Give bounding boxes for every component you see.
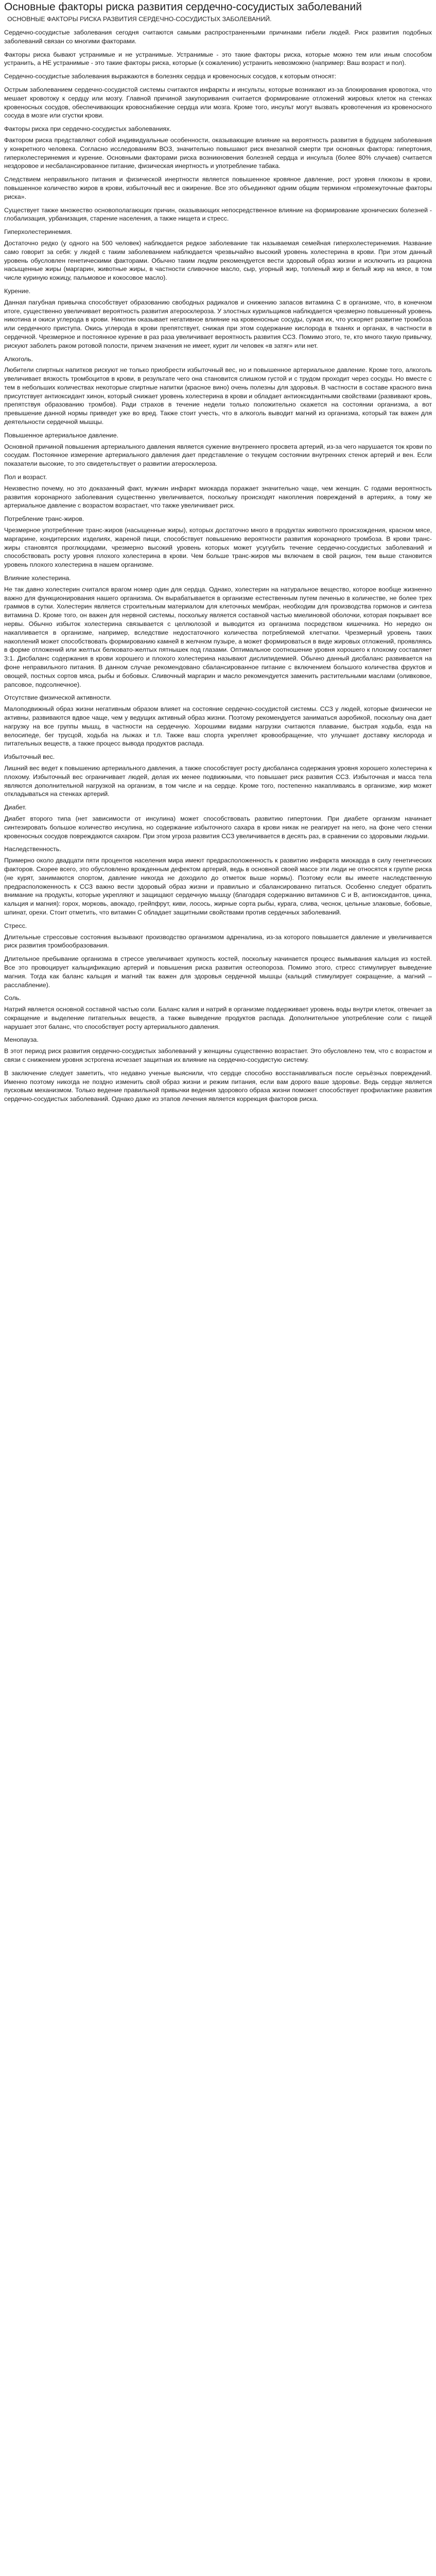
- section-heading: Алкоголь.: [4, 355, 33, 363]
- paragraph: Фактором риска представляют собой индивидуальные особенности, оказывающие влияние на вероятность развития в будущем заболевания у конкретного человека. Согласно исследованиям ВОЗ, значительно повышают риск внезапной смерти три основных фактора: гипертония, гиперхолестеринемия и курение. Основными факторами риска возникновения болезней сердца и инсульта (более 80% случаев) считается нездоровое и несбалансированное питание, физическая инертность и употребление табака.: [4, 136, 432, 170]
- paragraph: Длительные стрессовые состояния вызывают производство организмом адреналина, из-за которого повышается давление и увеличивается риск развития тромбообразования.: [4, 933, 432, 950]
- section-heading: Отсутствие физической активности.: [4, 694, 112, 702]
- paragraph: Основной причиной повышения артериального давления является сужение внутреннего просвета артерий, из-за чего нарушается ток крови по сосудам. Постоянное измерение артериального давления дает представление о текущем состоянии внутренних стенок артерий и вен. Если показатели высокие, то это свидетельствует о развитии атеросклероза.: [4, 443, 432, 468]
- paragraph: Неизвестно почему, но это доказанный факт, мужчин инфаркт миокарда поражает значительно чаще, чем женщин. С годами вероятность развития коронарного заболевания существенно увеличивается, поскольку происходят накопления повреждений в артериях, а тому же артериальное давление с возрастом возрастает, что также увеличивает риск.: [4, 484, 432, 510]
- section-heading: Наследственность.: [4, 845, 61, 853]
- paragraph: Чрезмерное употребление транс-жиров (насыщенные жиры), которых достаточно много в продуктах животного происхождения, красном мясе, маргарине, кондитерских изделиях, жареной пищи, способствует повышению вероятности развития коронарного тромбоза. В крови транс-жиры становятся проглюцидами, чрезмерно высокий уровень которых может усугубить течение сердечно-сосудистых заболеваний и способствовать росту уровня плохого холестерина в крови. Чем больше транс-жиров мы включаем в свой рацион, тем выше становится уровень плохого холестерина в нашем организме.: [4, 527, 432, 569]
- article-subtitle: ОСНОВНЫЕ ФАКТОРЫ РИСКА РАЗВИТИЯ СЕРДЕЧНО-СОСУДИСТЫХ ЗАБОЛЕВАНИЙ.: [7, 15, 272, 23]
- paragraph: Достаточно редко (у одного на 500 человек) наблюдается редкое заболевание так называемая семейная гиперхолестеринемия. Название само говорит за себя: у людей с таким заболеванием наблюдается чрезвычайно высокий уровень холестерина в крови. При этом данный уровень обусловлен генетическими факторами. Обычно таким людям рекомендуется вести здоровый образ жизни и исключить из рациона насыщенные жиры (маргарин, животные жиры, в частности сливочное масло, сыр, угорный жир, топленый жир и белый жир на мясе, в том числе куриную кожицу, пальмовое и кокосовое масло).: [4, 239, 432, 282]
- paragraph: Малоподвижный образ жизни негативным образом влияет на состояние сердечно-сосудистой системы. ССЗ у людей, которые физически не активны, развиваются вдвое чаще, чем у ведущих активный образ жизни. Поэтому рекомендуется заниматься аэробикой, поскольку она дает нагрузку на все группы мышц, в частности на сердечную. Хорошими видами нагрузки считаются плавание, быстрая ходьба, езда на велосипеде, бег трусцой, ходьба на лыжах и т.п. Также ваш спорта укрепляет кровообращение, что улучшает доставку кислорода и питательных веществ, а также процесс вывода продуктов распада.: [4, 705, 432, 748]
- paragraph: Лишний вес ведет к повышению артериального давления, а также способствует росту дисбаланса содержания уровня хорошего холестерина к плохому. Избыточный вес ограничивает людей, делая их менее подвижными, что повышает риск развития ССЗ. Избыточная и масса тела являются дополнительной нагрузкой на организм, в том числе и на сердце. Кроме того, постепенно накапливаясь в организме, жир может откладываться на стенках артерий.: [4, 764, 432, 798]
- paragraph: Данная пагубная привычка способствует образованию свободных радикалов и снижению запасов витамина С в организме, что, в конечном итоге, существенно увеличивает вероятность развития атеросклероза. У злостных курильщиков наблюдается чрезмерно повышенный уровень никотина и окиси углерода в крови. Никотин оказывает негативное влияние на кровеносные сосуды, сужая их, что ускоряет развитие тромбоза или сердечного приступа. Окись углерода в крови препятствует, снижая при этом содержание кислорода в тканях и органах, в частности в сердечной. Чрезмерное и постоянное курение в раз раза увеличивает вероятность развития ССЗ. Помимо этого, те, кто много такую привычку, рискуют заболеть раком ротовой полости, причем значения не имеет, курит ли человек «в затяг» или нет.: [4, 298, 432, 349]
- paragraph: Сердечно-сосудистые заболевания сегодня считаются самыми распространенными причинами гибели людей. Риск развития подобных заболеваний связан со многими факторами.: [4, 29, 432, 45]
- paragraph: Длительное пребывание организма в стрессе увеличивает хрупкость костей, поскольку начинается процесс вымывания кальция из костей. Все это провоцирует кальцификацию артерий и повышения риска развития остеопороза. Помимо этого, стресс стимулирует выведение магния. Тогда как баланс кальция и магний так важен для здоровья сердечной мышцы (кальций стимулирует сокращение, а магний – расслабление).: [4, 955, 432, 989]
- section-heading: Соль.: [4, 994, 21, 1002]
- section-heading: Факторы риска при сердечно-сосудистых заболеваниях.: [4, 125, 171, 133]
- paragraph: Любители спиртных напитков рискуют не только приобрести избыточный вес, но и повышенное артериальное давление. Кроме того, алкоголь увеличивает вязкость тромбоцитов в крови, в результате чего она становится слишком густой и с трудом проходит через сосуды. Но вместе с тем в небольших количествах некоторые спиртные напитки (красное вино) очень полезны для здоровья. В частности в составе красного вина присутствует антиоксидант хинон, который снижает уровень холестерина в крови и обладает антиоксидантными свойствами (развивают кровь, препятствуя образованию тромбов). Ради страхов в течение недели только положительно скажется на состоянии организма, а вот превышение данной нормы приведет уже во вред. Также стоит учесть, что в алкоголь выводит магний из организма, который так важен для деятельности сердечной мышцы.: [4, 366, 432, 426]
- section-heading: Повышенное артериальное давление.: [4, 431, 119, 439]
- article-body: [4, 28, 432, 1104]
- paragraph: Существует также множество основополагающих причин, оказывающих непосредственное влияние на формирование хронических болезней - глобализация, урбанизация, старение населения, а также нищета и стресс.: [4, 206, 432, 223]
- article-title: Основные факторы риска развития сердечно-сосудистых заболеваний: [4, 1, 362, 13]
- section-heading: Стресс.: [4, 922, 27, 929]
- section-heading: Менопауза.: [4, 1036, 39, 1044]
- paragraph: Натрий является основной составной частью соли. Баланс калия и натрий в организме поддерживает уровень воды внутри клеток, отвечает за сокращение и выделение питательных веществ, а также выведение продуктов распада. Дополнительное употребление соли с пищей нарушает этот баланс, что способствует росту артериального давления.: [4, 1006, 432, 1030]
- paragraph: Сердечно-сосудистые заболевания выражаются в болезнях сердца и кровеносных сосудов, к которым относят:: [4, 73, 337, 80]
- section-heading: Гиперхолестеринемия.: [4, 228, 72, 236]
- section-heading: Потребление транс-жиров.: [4, 515, 84, 523]
- paragraph: Не так давно холестерин считался врагом номер один для сердца. Однако, холестерин на натуральное вещество, которое вообще жизненно важно для функционирования нашего организма. Он вырабатывается в организме естественным путем печенью в количестве, не более трех граммов в сутки. Холестерин является строительным материалом для клеточных мембран, необходим для производства гормонов и синтеза витамина D. Кроме того, он важен для нервной системы, поскольку является составной частью миелиновой оболочки, которая покрывает все нервы. Обычно избыток холестерина связывается с целлюлозой и выводится из организма посредством кишечника. Но нередко он накапливается в организме, например, вследствие недостаточного количества потребляемой клетчатки. Чрезмерный уровень таких накоплений может способствовать формированию камней в желчном пузыре, а может формироваться в виде жировых отложений, проявляясь в форме отложений или желтых белковато-желтых пятнышек под глазами. Оптимальное соотношение уровня хорошего к плохому составляет 3:1. Дисбаланс содержания в крови хорошего и плохого холестерина называют дислипидемией. Обычно данный дисбаланс развивается на фоне неправильного питания. В данном случае рекомендовано сбалансированное питание с включением большого количества фруктов и овощей, постных сортов мяса, рыбы и бобовых. Сливочный маргарин и масло рекомендуется заменить растительными маслами (оливковое, рапсовое, подсолнечное).: [4, 585, 432, 688]
- paragraph: Острым заболеванием сердечно-сосудистой системы считаются инфаркты и инсульты, которые возникают из-за блокирования кровотока, что мешает кровотоку к сердцу или мозгу. Главной причиной закупоривания считается формирование отложений жировых клеток на стенках кровеносных сосудов, обеспечивающих кровоснабжение сердца или мозга. Кроме того, инсульт могут вызвать кровотечения из кровеносного сосуда в мозге или сгустки крови.: [4, 86, 432, 120]
- paragraph: Факторы риска бывают устранимые и не устранимые. Устранимые - это такие факторы риска, которые можно тем или иным способом устранить, а НЕ устранимые - это такие факторы риска, которые (к сожалению) устранить невозможно (например: Ваш возраст и пол).: [4, 50, 432, 67]
- section-heading: Избыточный вес.: [4, 753, 55, 761]
- paragraph: В этот период риск развития сердечно-сосудистых заболеваний у женщины существенно возрастает. Это обусловлено тем, что с возрастом и связи с снижением уровня эстрогена исчезает защитная их влияние на сердечно-сосудистую систему.: [4, 1047, 432, 1064]
- section-heading: Диабет.: [4, 804, 27, 811]
- paragraph: Диабет второго типа (нет зависимости от инсулина) может способствовать развитию гипертонии. При диабете организм начинает синтезировать большое количество инсулина, но содержание избыточного сахара в крови никак не реагирует на него, на фоне чего стенки кровеносных сосудов повреждаются сахаром. При этом угроза развития ССЗ увеличивается в десять раз, в сравнении со здоровыми людьми.: [4, 815, 432, 840]
- paragraph: Следствием неправильного питания и физической инертности является повышенное кровяное давление, рост уровня глюкозы в крови, повышенное количество жиров в крови, избыточный вес и ожирение. Все это объединяют одним общим термином «промежуточные факторы риска».: [4, 176, 432, 200]
- section-heading: Влияние холестерина.: [4, 574, 71, 582]
- section-heading: Пол и возраст.: [4, 473, 47, 481]
- section-heading: Курение.: [4, 287, 31, 295]
- paragraph: Примерно около двадцати пяти процентов населения мира имеют предрасположенность к развитию инфаркта миокарда в силу генетических факторов. Скорее всего, это обусловлено врожденным дефектом артерий, ведь в основной своей массе эти люди не относятся к группе риска (не курят, занимаются спортом, давление никогда не доходило до отметок выше нормы). Поэтому если вы имеете наследственную предрасположенность к ССЗ важно вести здоровый образ жизни и правильно и сбалансированно питаться. Особенно следует обратить внимание на продукты, которые укрепляют и защищают сердечную мышцу (благодаря содержанию витаминов С и B, антиоксидантов, цинка, кальция и магния): горох, морковь, авокадо, грейпфрут, киви, лосось, жирные сорта рыбы, курага, слива, чеснок, цельные злаковые, бобовые, шпинат, орехи. Стоит отметить, что витамин С обладает защитными свойствами против сердечных заболеваний.: [4, 857, 432, 916]
- article: [0, 1, 436, 1112]
- paragraph: В заключение следует заметить, что недавно ученые выяснили, что сердце способно восстанавливаться после серьёзных повреждений. Именно поэтому никогда не поздно изменить свой образ жизни и режим питания, если вам дорого ваше здоровье. Ведь сердце является пусковым механизмом. Только ведение правильной привычки ведения здорового образа жизни поможет способствует профилактике развития сердечно-сосудистых заболеваний. Однако даже из этапов лечения является коррекция факторов риска.: [4, 1069, 432, 1103]
